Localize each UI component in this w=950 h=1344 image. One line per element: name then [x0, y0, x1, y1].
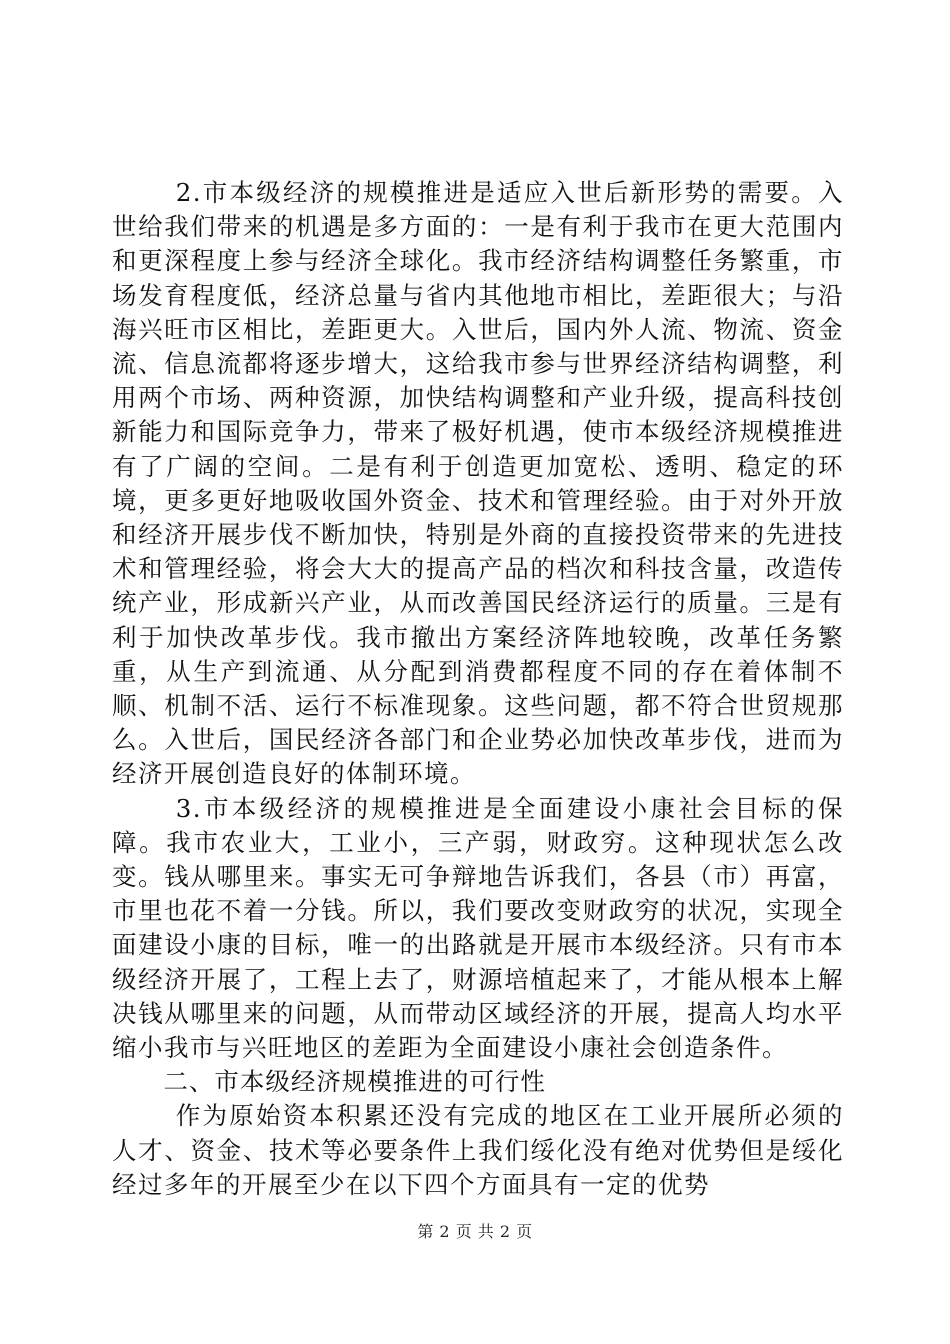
paragraph-section-intro: 作为原始资本积累还没有完成的地区在工业开展所必须的人才、资金、技术等必要条件上我们绥化没有绝对优势但是绥化经过多年的开展至少在以下四个方面具有一定的优势	[112, 1101, 844, 1199]
paragraph-point-2: 2.市本级经济的规模推进是适应入世后新形势的需要。入世给我们带来的机遇是多方面的：一是有利于我市在更大范围内和更深程度上参与经济全球化。我市经济结构调整任务繁重，市场发育程度低，经济总量与省内其他地市相比，差距很大；与沿海兴旺市区相比，差距更大。入世后，国内外人流、物流、资金流、信息流都将逐步增大，这给我市参与世界经济结构调整，利用两个市场、两种资源，加快结构调整和产业升级，提高科技创新能力和国际竞争力，带来了极好机遇，使市本级经济规模推进有了广阔的空间。二是有利于创造更加宽松、透明、稳定的环境，更多更好地吸收国外资金、技术和管理经验。由于对外开放和经济开展步伐不断加快，特别是外商的直接投资带来的先进技术和管理经验，将会大大的提高产品的档次和科技含量，改造传统产业，形成新兴产业，从而改善国民经济运行的质量。三是有利于加快改革步伐。我市撤出方案经济阵地较晚，改革任务繁重，从生产到流通、从分配到消费都程度不同的存在着体制不顺、机制不活、运行不标准现象。这些问题，都不符合世贸规那么。入世后，国民经济各部门和企业势必加快改革步伐，进而为经济开展创造良好的体制环境。	[112, 178, 844, 789]
paragraph-point-3: 3.市本级经济的规模推进是全面建设小康社会目标的保障。我市农业大，工业小，三产弱，财政穷。这种现状怎么改变。钱从哪里来。事实无可争辩地告诉我们，各县（市）再富，市里也花不着一分钱。所以，我们要改变财政穷的状况，实现全面建设小康的目标，唯一的出路就是开展市本级经济。只有市本级经济开展了，工程上去了，财源培植起来了，才能从根本上解决钱从哪里来的问题，从而带动区域经济的开展，提高人均水平缩小我市与兴旺地区的差距为全面建设小康社会创造条件。	[112, 793, 844, 1063]
section-heading: 二、市本级经济规模推进的可行性	[163, 1067, 546, 1097]
page-footer: 第 2 页 共 2 页	[417, 1222, 533, 1241]
document-body	[112, 176, 844, 1202]
